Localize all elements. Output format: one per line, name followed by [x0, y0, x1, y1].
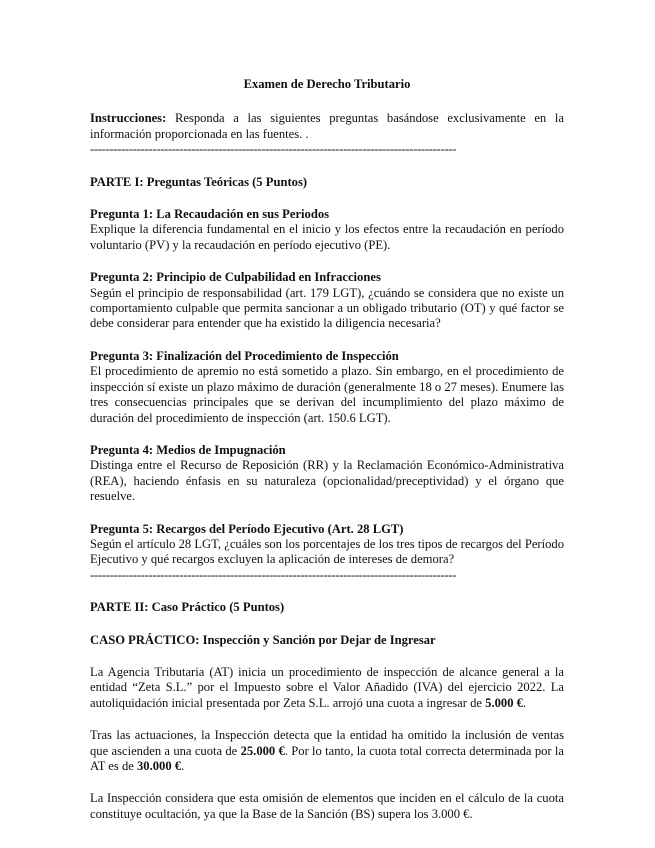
instructions-label: Instrucciones:	[90, 111, 167, 126]
question-heading: Pregunta 5: Recargos del Período Ejecutivo (Art. 28 LGT)	[90, 521, 404, 536]
question-3	[90, 349, 564, 426]
separator-line: ----------------------------------------------------------------------------------------------	[90, 567, 457, 582]
question-1	[90, 207, 564, 253]
separator-line: ----------------------------------------------------------------------------------------------	[90, 142, 457, 157]
case-text: Tras las actuaciones, la Inspección detecta que la entidad ha omitido la inclusión de ventas que ascienden a una cuota de	[90, 728, 564, 758]
exam-title: Examen de Derecho Tributario	[243, 77, 411, 91]
declared-amount: 5.000 €	[485, 695, 523, 710]
document-body	[90, 77, 564, 822]
question-text: Distinga entre el Recurso de Reposición (RR) y la Reclamación Económico-Administrativa (REA), haciendo énfasis en su naturaleza (opcionalidad/preceptividad) y el órgano que resuelve.	[90, 458, 564, 504]
question-heading: Pregunta 2: Principio de Culpabilidad en Infracciones	[90, 270, 381, 285]
question-text: El procedimiento de apremio no está sometido a plazo. Sin embargo, en el procedimiento de inspección sí existe un plazo máximo de duración (generalmente 18 o 27 meses). Enumere las tres consecuencias principales que se derivan del incumplimiento del plazo máximo de duración del procedimiento de inspección (art. 150.6 LGT).	[90, 364, 564, 425]
case-heading: CASO PRÁCTICO: Inspección y Sanción por Dejar de Ingresar	[90, 632, 436, 647]
part1-heading: PARTE I: Preguntas Teóricas (5 Puntos)	[90, 174, 308, 189]
case-text: La Agencia Tributaria (AT) inicia un procedimiento de inspección de alcance general a la entidad “Zeta S.L.” por el Impuesto sobre el Valor Añadido (IVA) del ejercicio 2022. La autoliquidación inicial presentada por Zeta S.L. arrojó una cuota a ingresar de	[90, 664, 564, 710]
question-4	[90, 443, 564, 505]
question-heading: Pregunta 3: Finalización del Procedimiento de Inspección	[90, 348, 399, 363]
question-5	[90, 522, 564, 568]
question-heading: Pregunta 1: La Recaudación en sus Periodos	[90, 207, 330, 222]
question-text: Según el principio de responsabilidad (art. 179 LGT), ¿cuándo se considera que no existe un comportamiento culpable que permita sancionar a un obligado tributario (OT) y qué factor se debe considerar para entender que ha existido la diligencia necesaria?	[90, 285, 564, 331]
question-text: Explique la diferencia fundamental en el inicio y los efectos entre la recaudación en período voluntario (PV) y la recaudación en período ejecutivo (PE).	[90, 222, 564, 252]
part2-heading: PARTE II: Caso Práctico (5 Puntos)	[90, 600, 285, 615]
question-text: Según el artículo 28 LGT, ¿cuáles son los porcentajes de los tres tipos de recargos del Período Ejecutivo y qué recargos excluyen la aplicación de intereses de demora?	[90, 536, 564, 567]
case-paragraph-2	[90, 728, 564, 774]
case-text: . Por lo tanto, la cuota total correcta determinada por la AT es de	[90, 743, 565, 773]
case-paragraph-3: La Inspección considera que esta omisión de elementos que inciden en el cálculo de la cuota constituye ocultación, ya que la Base de la Sanción (BS) supera los 3.000 €.	[90, 791, 564, 821]
total-amount: 30.000 €	[137, 759, 182, 773]
question-heading: Pregunta 4: Medios de Impugnación	[90, 442, 286, 457]
case-paragraph-1	[90, 665, 564, 711]
instructions-text: Responda a las siguientes preguntas basándose exclusivamente en la información proporcionada en las fuentes. .	[90, 111, 564, 141]
case-text: .	[522, 695, 527, 710]
case-text: .	[181, 759, 185, 773]
instructions	[90, 111, 564, 142]
omitted-amount: 25.000 €	[240, 743, 285, 758]
question-2	[90, 270, 564, 332]
